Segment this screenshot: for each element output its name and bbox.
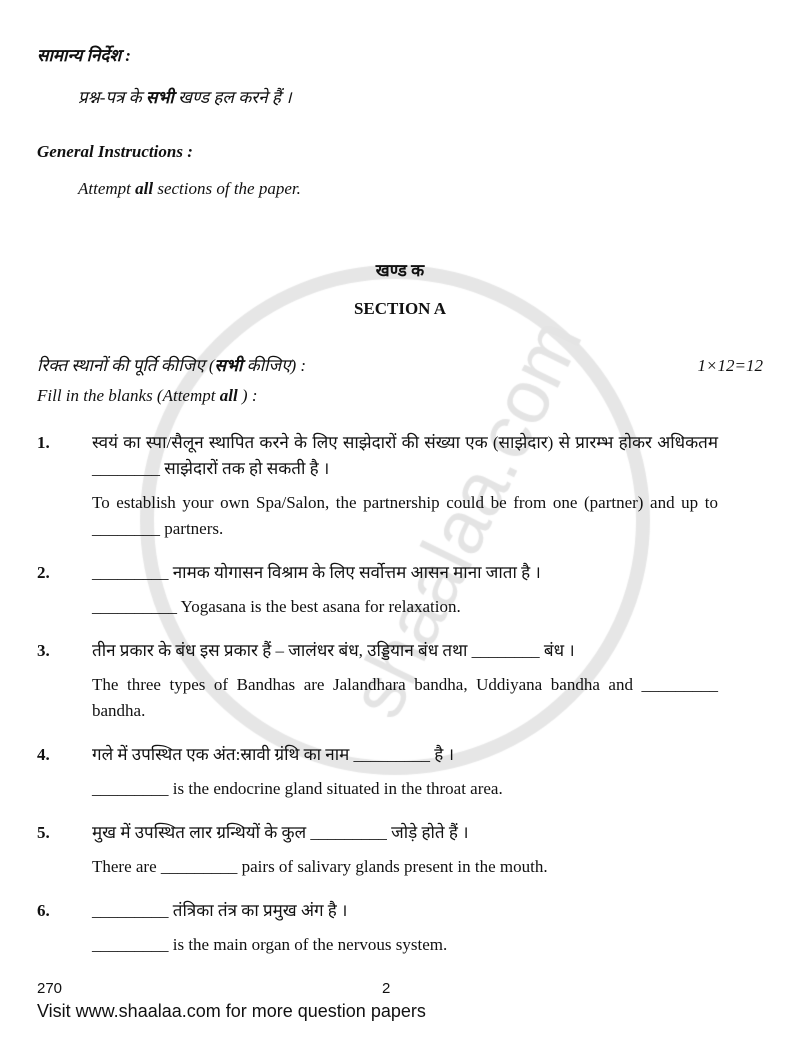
question-item bbox=[37, 742, 718, 802]
general-instructions-heading: General Instructions : bbox=[37, 142, 193, 161]
question-number: 2. bbox=[37, 563, 50, 582]
marks-allocation: 1×12=12 bbox=[697, 356, 763, 375]
emphasis: all bbox=[219, 386, 238, 405]
text: sections of the paper. bbox=[153, 179, 301, 198]
question-number: 4. bbox=[37, 745, 50, 764]
text: कीजिए) : bbox=[242, 356, 307, 375]
text: प्रश्न-पत्र के bbox=[78, 88, 146, 107]
page-footer bbox=[0, 958, 800, 1030]
question-number: 6. bbox=[37, 901, 50, 920]
question-item bbox=[37, 820, 718, 880]
paper-code: 270 bbox=[37, 980, 63, 997]
question-hindi: स्वयं का स्पा/सैलून स्थापित करने के लिए साझेदारों की संख्या एक (साझेदार) से प्रारम्भ होकर अधिकतम ________ साझेदारों तक हो सकती है । bbox=[92, 433, 718, 478]
question-item bbox=[37, 560, 718, 620]
question-english: _________ is the main organ of the nervous system. bbox=[92, 935, 448, 954]
hindi-instructions-heading: सामान्य निर्देश : bbox=[37, 46, 131, 65]
question-english: There are _________ pairs of salivary glands present in the mouth. bbox=[92, 857, 548, 876]
question-hindi: गले में उपस्थित एक अंत:स्रावी ग्रंथि का नाम _________ है । bbox=[92, 745, 455, 764]
text: Attempt bbox=[78, 179, 136, 198]
question-english: The three types of Bandhas are Jalandhara bandha, Uddiyana bandha and _________ bandha. bbox=[92, 675, 718, 720]
question-number: 3. bbox=[37, 641, 50, 660]
emphasis: सभी bbox=[214, 356, 243, 375]
question-item bbox=[37, 430, 718, 542]
hindi-instructions-text bbox=[37, 86, 718, 110]
question-number: 1. bbox=[37, 433, 50, 452]
text: ) : bbox=[237, 386, 258, 405]
question-number: 5. bbox=[37, 823, 50, 842]
question-english: _________ is the endocrine gland situated in the throat area. bbox=[92, 779, 503, 798]
hindi-direction bbox=[37, 354, 306, 378]
general-instructions-text bbox=[37, 177, 718, 201]
text: रिक्त स्थानों की पूर्ति कीजिए ( bbox=[37, 356, 215, 375]
question-hindi: तीन प्रकार के बंध इस प्रकार हैं – जालंधर बंध, उड्डियान बंध तथा ________ बंध । bbox=[92, 641, 575, 660]
text: Fill in the blanks (Attempt bbox=[37, 386, 220, 405]
question-item bbox=[37, 898, 718, 958]
emphasis: सभी bbox=[145, 88, 174, 107]
emphasis: all bbox=[135, 179, 154, 198]
question-hindi: _________ नामक योगासन विश्राम के लिए सर्वोत्तम आसन माना जाता है । bbox=[92, 563, 541, 582]
english-direction bbox=[37, 384, 718, 408]
question-english: __________ Yogasana is the best asana for relaxation. bbox=[92, 597, 461, 616]
page-number: 2 bbox=[382, 980, 391, 997]
website-promo-link[interactable]: Visit www.shaalaa.com for more question papers bbox=[37, 1001, 426, 1021]
section-title-hindi: खण्ड क bbox=[375, 261, 425, 280]
text: खण्ड हल करने हैं । bbox=[173, 88, 292, 107]
question-hindi: _________ तंत्रिका तंत्र का प्रमुख अंग है । bbox=[92, 901, 348, 920]
section-title: SECTION A bbox=[353, 299, 447, 318]
question-english: To establish your own Spa/Salon, the partnership could be from one (partner) and up to ________ partners. bbox=[92, 493, 718, 538]
question-hindi: मुख में उपस्थित लार ग्रन्थियों के कुल _________ जोड़े होते हैं । bbox=[92, 823, 469, 842]
question-item bbox=[37, 638, 718, 724]
